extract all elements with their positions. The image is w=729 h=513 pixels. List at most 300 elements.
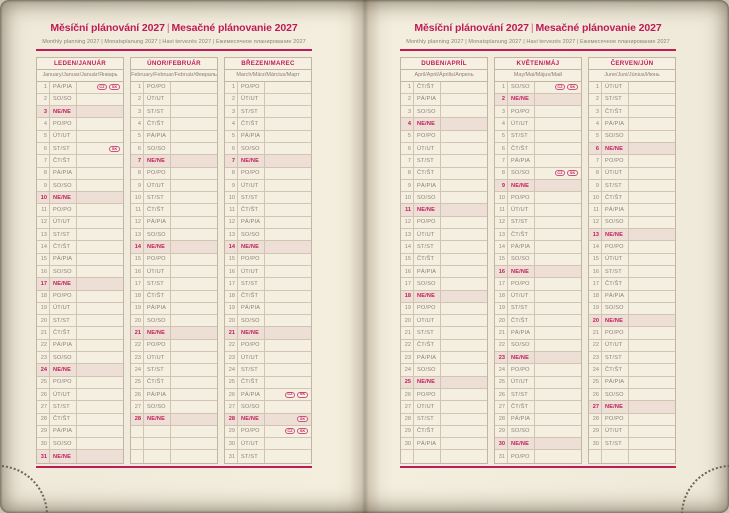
day-abbreviation bbox=[144, 426, 171, 437]
notes-cell bbox=[441, 315, 487, 326]
notes-cell bbox=[171, 303, 217, 314]
day-abbreviation: ÚT/UT bbox=[414, 401, 441, 412]
day-abbreviation: NE/NE bbox=[414, 204, 441, 215]
day-abbreviation: SO/SO bbox=[602, 389, 629, 400]
day-abbreviation: SO/SO bbox=[602, 217, 629, 228]
day-number: 17 bbox=[589, 278, 602, 289]
notes-cell bbox=[441, 450, 487, 462]
day-abbreviation: ST/ST bbox=[50, 143, 77, 154]
day-number: 31 bbox=[495, 450, 508, 462]
day-number: 4 bbox=[401, 118, 414, 129]
notes-cell bbox=[171, 327, 217, 338]
day-row bbox=[37, 254, 123, 266]
day-abbreviation: NE/NE bbox=[508, 438, 535, 449]
notes-cell bbox=[629, 377, 675, 388]
day-row bbox=[589, 291, 675, 303]
day-row bbox=[401, 106, 487, 118]
notes-cell bbox=[77, 168, 123, 179]
day-row bbox=[131, 414, 217, 426]
day-row bbox=[225, 364, 311, 376]
notes-cell bbox=[535, 278, 581, 289]
day-row bbox=[495, 389, 581, 401]
day-row bbox=[225, 278, 311, 290]
day-number: 13 bbox=[37, 229, 50, 240]
day-abbreviation: ÚT/UT bbox=[602, 340, 629, 351]
notes-cell bbox=[629, 278, 675, 289]
day-number: 17 bbox=[131, 278, 144, 289]
day-number: 22 bbox=[131, 340, 144, 351]
day-row bbox=[225, 155, 311, 167]
day-row bbox=[495, 229, 581, 241]
day-number: 24 bbox=[401, 364, 414, 375]
day-row bbox=[495, 266, 581, 278]
day-row bbox=[589, 303, 675, 315]
day-number: 5 bbox=[495, 131, 508, 142]
notes-cell bbox=[535, 340, 581, 351]
day-row bbox=[131, 426, 217, 438]
day-number: 21 bbox=[589, 327, 602, 338]
day-number: 15 bbox=[225, 254, 238, 265]
day-number: 6 bbox=[495, 143, 508, 154]
day-number: 4 bbox=[37, 118, 50, 129]
day-abbreviation: SO/SO bbox=[414, 364, 441, 375]
day-row bbox=[401, 377, 487, 389]
day-number: 25 bbox=[131, 377, 144, 388]
day-number bbox=[589, 450, 602, 462]
day-row bbox=[589, 204, 675, 216]
notes-cell bbox=[265, 131, 311, 142]
notes-cell bbox=[171, 155, 217, 166]
day-abbreviation: ST/ST bbox=[602, 94, 629, 105]
month-column bbox=[224, 57, 312, 464]
notes-cell bbox=[535, 192, 581, 203]
cz-holiday-icon: CZ bbox=[97, 84, 107, 90]
day-abbreviation: SO/SO bbox=[50, 266, 77, 277]
day-abbreviation: ČT/ŠT bbox=[508, 401, 535, 412]
cz-holiday-icon: CZ bbox=[555, 84, 565, 90]
day-number: 18 bbox=[495, 291, 508, 302]
day-number: 9 bbox=[225, 180, 238, 191]
day-abbreviation: ST/ST bbox=[238, 106, 265, 117]
day-number: 1 bbox=[495, 82, 508, 93]
day-row bbox=[37, 352, 123, 364]
day-number: 27 bbox=[401, 401, 414, 412]
day-row bbox=[37, 401, 123, 413]
page-title-czech: Měsíční plánování 2027 bbox=[50, 22, 165, 34]
notes-cell bbox=[171, 278, 217, 289]
notes-cell bbox=[441, 352, 487, 363]
day-abbreviation: ST/ST bbox=[144, 364, 171, 375]
notes-cell bbox=[77, 143, 123, 154]
notes-cell bbox=[629, 450, 675, 462]
day-abbreviation: PÁ/PIA bbox=[238, 131, 265, 142]
day-row bbox=[37, 168, 123, 180]
notes-cell bbox=[441, 327, 487, 338]
day-row bbox=[401, 389, 487, 401]
day-number: 18 bbox=[131, 291, 144, 302]
notes-cell bbox=[629, 204, 675, 215]
day-number: 23 bbox=[225, 352, 238, 363]
page-subtitle: Monthly planning 2027 | Monatsplanung 2027 | Havi tervezés 2027 | Ежемесячное планирование 2027 bbox=[406, 39, 670, 45]
notes-cell bbox=[629, 254, 675, 265]
day-number: 20 bbox=[589, 315, 602, 326]
notes-cell bbox=[441, 364, 487, 375]
day-number: 28 bbox=[131, 414, 144, 425]
day-number: 23 bbox=[37, 352, 50, 363]
day-number: 4 bbox=[589, 118, 602, 129]
notes-cell bbox=[535, 106, 581, 117]
day-number: 25 bbox=[225, 377, 238, 388]
day-number: 16 bbox=[37, 266, 50, 277]
day-abbreviation: ÚT/UT bbox=[144, 352, 171, 363]
day-number: 30 bbox=[495, 438, 508, 449]
notes-cell bbox=[77, 352, 123, 363]
day-number: 12 bbox=[495, 217, 508, 228]
notes-cell bbox=[77, 217, 123, 228]
day-abbreviation: ÚT/UT bbox=[50, 303, 77, 314]
day-row bbox=[225, 118, 311, 130]
notes-cell bbox=[629, 438, 675, 449]
notes-cell bbox=[77, 204, 123, 215]
day-row bbox=[131, 229, 217, 241]
day-abbreviation: ÚT/UT bbox=[602, 82, 629, 93]
notes-cell bbox=[629, 352, 675, 363]
notes-cell bbox=[265, 155, 311, 166]
day-row bbox=[589, 241, 675, 253]
notes-cell bbox=[629, 118, 675, 129]
notes-cell bbox=[171, 389, 217, 400]
day-abbreviation: PO/PO bbox=[414, 303, 441, 314]
notes-cell bbox=[171, 106, 217, 117]
day-abbreviation: ST/ST bbox=[50, 401, 77, 412]
months-underline bbox=[400, 466, 676, 468]
day-row bbox=[225, 340, 311, 352]
day-number bbox=[131, 438, 144, 449]
day-number: 14 bbox=[131, 241, 144, 252]
day-row bbox=[131, 168, 217, 180]
notes-cell bbox=[77, 303, 123, 314]
day-abbreviation: ST/ST bbox=[238, 450, 265, 462]
day-abbreviation: SO/SO bbox=[508, 426, 535, 437]
month-column bbox=[588, 57, 676, 464]
day-number: 25 bbox=[589, 377, 602, 388]
notes-cell bbox=[441, 155, 487, 166]
notes-cell bbox=[171, 340, 217, 351]
notes-cell bbox=[441, 254, 487, 265]
day-abbreviation: SO/SO bbox=[50, 438, 77, 449]
day-number: 28 bbox=[495, 414, 508, 425]
notes-cell bbox=[171, 168, 217, 179]
notes-cell bbox=[77, 155, 123, 166]
day-number: 10 bbox=[37, 192, 50, 203]
day-abbreviation: PO/PO bbox=[508, 192, 535, 203]
notes-cell bbox=[265, 389, 311, 400]
month-title: BŘEZEN/MAREC bbox=[224, 57, 312, 70]
day-abbreviation: ST/ST bbox=[602, 180, 629, 191]
day-abbreviation: PÁ/PIA bbox=[414, 352, 441, 363]
day-abbreviation: PÁ/PIA bbox=[144, 217, 171, 228]
day-number: 12 bbox=[401, 217, 414, 228]
day-number: 7 bbox=[37, 155, 50, 166]
day-number: 27 bbox=[225, 401, 238, 412]
notes-cell bbox=[77, 241, 123, 252]
day-abbreviation: ÚT/UT bbox=[508, 291, 535, 302]
notes-cell bbox=[171, 254, 217, 265]
day-abbreviation: PÁ/PIA bbox=[508, 155, 535, 166]
day-number: 2 bbox=[589, 94, 602, 105]
day-row bbox=[495, 217, 581, 229]
day-row bbox=[589, 389, 675, 401]
day-number: 26 bbox=[495, 389, 508, 400]
day-row bbox=[401, 340, 487, 352]
day-number: 30 bbox=[589, 438, 602, 449]
day-number: 28 bbox=[401, 414, 414, 425]
notes-cell bbox=[77, 450, 123, 462]
day-number: 20 bbox=[225, 315, 238, 326]
day-number: 18 bbox=[589, 291, 602, 302]
day-row bbox=[589, 82, 675, 94]
day-number: 18 bbox=[225, 291, 238, 302]
day-abbreviation: PÁ/PIA bbox=[50, 82, 77, 93]
month-day-grid bbox=[36, 82, 124, 464]
day-row bbox=[401, 401, 487, 413]
day-row bbox=[225, 450, 311, 462]
notes-cell bbox=[629, 426, 675, 437]
day-number: 28 bbox=[589, 414, 602, 425]
notes-cell bbox=[265, 180, 311, 191]
day-number: 23 bbox=[495, 352, 508, 363]
day-abbreviation: NE/NE bbox=[144, 414, 171, 425]
notes-cell bbox=[441, 291, 487, 302]
day-row bbox=[131, 82, 217, 94]
day-row bbox=[37, 192, 123, 204]
day-abbreviation: PO/PO bbox=[144, 254, 171, 265]
notes-cell bbox=[441, 106, 487, 117]
sk-holiday-icon: SK bbox=[297, 416, 308, 422]
day-number: 22 bbox=[225, 340, 238, 351]
day-number: 11 bbox=[131, 204, 144, 215]
day-abbreviation: ČT/ŠT bbox=[602, 364, 629, 375]
day-number: 20 bbox=[495, 315, 508, 326]
day-abbreviation: PÁ/PIA bbox=[414, 438, 441, 449]
month-column bbox=[494, 57, 582, 464]
month-title: ÚNOR/FEBRUÁR bbox=[130, 57, 218, 70]
day-row bbox=[37, 204, 123, 216]
notes-cell bbox=[441, 438, 487, 449]
day-abbreviation: ČT/ŠT bbox=[414, 426, 441, 437]
notes-cell bbox=[171, 364, 217, 375]
month-day-grid bbox=[494, 82, 582, 464]
day-row bbox=[495, 340, 581, 352]
left-page bbox=[12, 0, 352, 513]
day-number: 10 bbox=[401, 192, 414, 203]
notes-cell bbox=[535, 352, 581, 363]
day-number bbox=[401, 450, 414, 462]
day-row bbox=[495, 352, 581, 364]
day-row bbox=[37, 450, 123, 462]
day-number: 20 bbox=[401, 315, 414, 326]
day-row bbox=[131, 352, 217, 364]
notes-cell bbox=[171, 204, 217, 215]
day-number: 15 bbox=[589, 254, 602, 265]
notes-cell bbox=[629, 401, 675, 412]
notes-cell bbox=[171, 352, 217, 363]
day-number: 10 bbox=[589, 192, 602, 203]
day-number: 22 bbox=[401, 340, 414, 351]
day-number: 4 bbox=[131, 118, 144, 129]
notes-cell bbox=[265, 426, 311, 437]
day-abbreviation: ST/ST bbox=[50, 315, 77, 326]
day-number: 29 bbox=[495, 426, 508, 437]
day-number: 13 bbox=[401, 229, 414, 240]
day-row bbox=[225, 352, 311, 364]
day-row bbox=[495, 180, 581, 192]
day-number: 10 bbox=[495, 192, 508, 203]
day-abbreviation: NE/NE bbox=[414, 291, 441, 302]
day-abbreviation: NE/NE bbox=[144, 155, 171, 166]
day-abbreviation: PÁ/PIA bbox=[50, 254, 77, 265]
day-row bbox=[131, 389, 217, 401]
day-abbreviation: SO/SO bbox=[50, 94, 77, 105]
day-abbreviation: PÁ/PIA bbox=[50, 340, 77, 351]
day-number: 2 bbox=[401, 94, 414, 105]
notes-cell bbox=[441, 377, 487, 388]
day-row bbox=[131, 106, 217, 118]
day-number: 15 bbox=[37, 254, 50, 265]
day-number: 12 bbox=[589, 217, 602, 228]
notes-cell bbox=[171, 266, 217, 277]
notes-cell bbox=[77, 118, 123, 129]
day-number: 13 bbox=[131, 229, 144, 240]
page-title-czech: Měsíční plánování 2027 bbox=[414, 22, 529, 34]
day-row bbox=[225, 229, 311, 241]
notes-cell bbox=[535, 266, 581, 277]
day-number: 29 bbox=[401, 426, 414, 437]
day-abbreviation: ÚT/UT bbox=[238, 94, 265, 105]
month-languages: March/März/Március/Март bbox=[224, 70, 312, 82]
day-abbreviation: ÚT/UT bbox=[50, 217, 77, 228]
day-row bbox=[495, 143, 581, 155]
day-row bbox=[589, 131, 675, 143]
day-number: 8 bbox=[401, 168, 414, 179]
day-abbreviation: NE/NE bbox=[144, 327, 171, 338]
day-abbreviation: ST/ST bbox=[508, 217, 535, 228]
notes-cell bbox=[629, 327, 675, 338]
day-number: 28 bbox=[225, 414, 238, 425]
notes-cell bbox=[535, 241, 581, 252]
day-number: 19 bbox=[131, 303, 144, 314]
day-number: 6 bbox=[37, 143, 50, 154]
notes-cell bbox=[441, 204, 487, 215]
title-separator: | bbox=[530, 22, 534, 34]
day-number: 25 bbox=[401, 377, 414, 388]
day-abbreviation: ST/ST bbox=[508, 303, 535, 314]
day-abbreviation: SO/SO bbox=[144, 143, 171, 154]
day-row bbox=[37, 438, 123, 450]
notes-cell bbox=[535, 94, 581, 105]
notes-cell bbox=[629, 291, 675, 302]
notes-cell bbox=[171, 94, 217, 105]
month-title: LEDEN/JANUÁR bbox=[36, 57, 124, 70]
month-languages: February/Februar/Február/Февраль bbox=[130, 70, 218, 82]
day-abbreviation: SO/SO bbox=[144, 401, 171, 412]
day-number: 30 bbox=[37, 438, 50, 449]
notes-cell bbox=[171, 426, 217, 437]
day-row bbox=[401, 168, 487, 180]
day-abbreviation: ÚT/UT bbox=[50, 131, 77, 142]
notes-cell bbox=[171, 291, 217, 302]
day-number: 12 bbox=[225, 217, 238, 228]
day-abbreviation: PO/PO bbox=[602, 241, 629, 252]
day-abbreviation: ČT/ŠT bbox=[414, 168, 441, 179]
day-abbreviation: PO/PO bbox=[50, 291, 77, 302]
day-number: 27 bbox=[131, 401, 144, 412]
day-abbreviation: ÚT/UT bbox=[238, 266, 265, 277]
day-abbreviation: ČT/ŠT bbox=[602, 278, 629, 289]
day-number: 9 bbox=[495, 180, 508, 191]
day-row bbox=[37, 118, 123, 130]
day-number: 5 bbox=[589, 131, 602, 142]
day-number: 11 bbox=[495, 204, 508, 215]
day-row bbox=[131, 278, 217, 290]
day-number: 19 bbox=[495, 303, 508, 314]
notes-cell bbox=[629, 106, 675, 117]
notes-cell bbox=[535, 364, 581, 375]
day-abbreviation: PO/PO bbox=[238, 82, 265, 93]
day-row bbox=[225, 377, 311, 389]
day-row bbox=[589, 155, 675, 167]
day-number: 26 bbox=[589, 389, 602, 400]
notes-cell bbox=[265, 401, 311, 412]
day-row bbox=[401, 414, 487, 426]
day-abbreviation bbox=[602, 450, 629, 462]
notes-cell bbox=[629, 143, 675, 154]
day-number: 16 bbox=[495, 266, 508, 277]
notes-cell bbox=[441, 340, 487, 351]
day-row bbox=[225, 94, 311, 106]
day-number: 3 bbox=[589, 106, 602, 117]
day-abbreviation: ČT/ŠT bbox=[50, 155, 77, 166]
notes-cell bbox=[265, 278, 311, 289]
day-row bbox=[131, 217, 217, 229]
notes-cell bbox=[265, 254, 311, 265]
day-row bbox=[401, 303, 487, 315]
sk-holiday-icon: SK bbox=[109, 146, 120, 152]
cz-holiday-icon: CZ bbox=[555, 170, 565, 176]
day-row bbox=[495, 377, 581, 389]
day-row bbox=[589, 118, 675, 130]
day-row bbox=[401, 278, 487, 290]
notes-cell bbox=[77, 266, 123, 277]
day-abbreviation: PÁ/PIA bbox=[414, 94, 441, 105]
day-number: 22 bbox=[589, 340, 602, 351]
day-number: 26 bbox=[401, 389, 414, 400]
notes-cell bbox=[629, 131, 675, 142]
title-rule bbox=[400, 49, 676, 51]
day-number: 30 bbox=[401, 438, 414, 449]
cz-holiday-icon: CZ bbox=[285, 392, 295, 398]
day-row bbox=[131, 266, 217, 278]
day-abbreviation: PO/PO bbox=[238, 168, 265, 179]
notes-cell bbox=[441, 131, 487, 142]
notes-cell bbox=[535, 155, 581, 166]
day-number: 23 bbox=[401, 352, 414, 363]
notes-cell bbox=[77, 401, 123, 412]
day-row bbox=[401, 217, 487, 229]
month-languages: April/April/Április/Апрель bbox=[400, 70, 488, 82]
day-abbreviation: ČT/ŠT bbox=[144, 118, 171, 129]
page-title-slovak: Mesačné plánovanie 2027 bbox=[171, 22, 298, 34]
